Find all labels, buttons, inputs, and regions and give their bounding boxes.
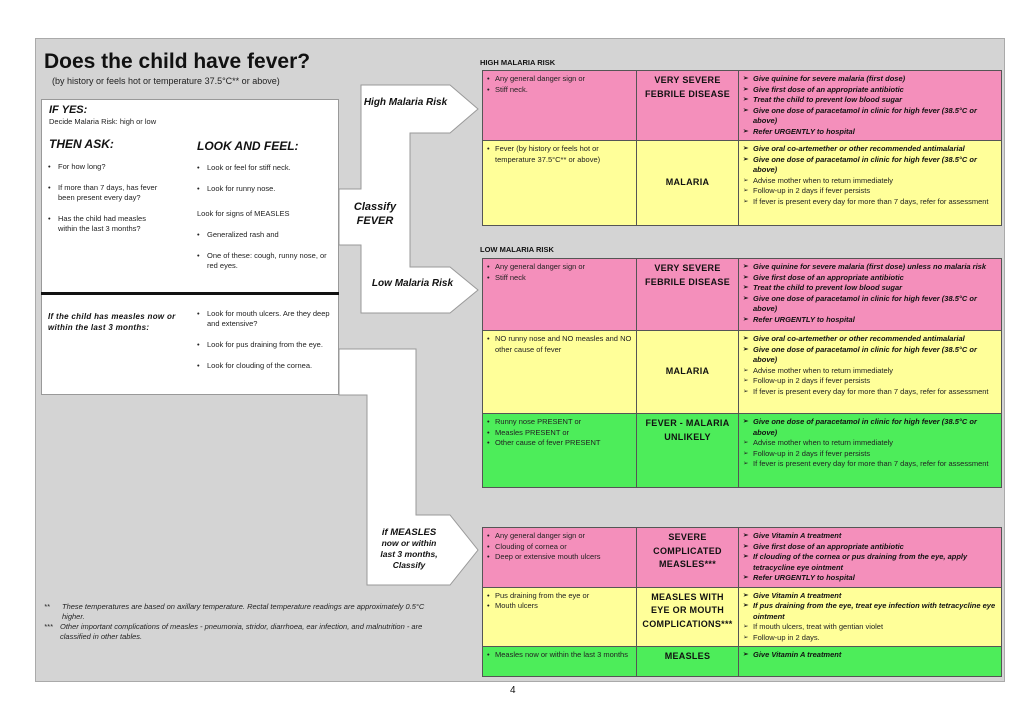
footnote [44, 602, 444, 622]
footnote [44, 622, 444, 642]
measles-look-item: • Look for clouding of the cornea. [197, 361, 332, 371]
signs-cell [483, 259, 637, 331]
treatment-item: ➢ Give one dose of paracetamol in clinic for high fever (38.5°C or above) [743, 155, 997, 176]
look-item: • Look for runny nose. [197, 184, 332, 194]
measles-arrow-label [367, 527, 451, 571]
signs-list [487, 262, 632, 283]
sign-item: • Clouding of cornea or [487, 542, 632, 553]
classification-cell: SEVERE COMPLICATED MEASLES*** [637, 528, 739, 588]
treatment-list [743, 417, 997, 470]
sign-item: • Measles PRESENT or [487, 428, 632, 439]
measles-sign-item: • One of these: cough, runny nose, or red eyes. [197, 251, 332, 271]
measles-if-heading: If the child has measles now or within the last 3 months: [48, 312, 176, 332]
footnotes [44, 602, 444, 642]
treatment-cell [739, 528, 1002, 588]
classification-row [483, 331, 1002, 414]
measles-look-item: • Look for pus draining from the eye. [197, 340, 332, 350]
footnote-text: Other important complications of measles - pneumonia, stridor, diarrhoea, ear infection, and malnutrition - are classified in other tables. [60, 622, 423, 641]
treatment-item: ➢ Give first dose of an appropriate antibiotic [743, 542, 997, 553]
treatment-item: ➢ If pus draining from the eye, treat eye infection with tetracycline eye ointment [743, 601, 997, 622]
classification-row [483, 259, 1002, 331]
sign-item: • Pus draining from the eye or [487, 591, 632, 602]
treatment-item: ➢ If fever is present every day for more than 7 days, refer for assessment [743, 459, 997, 470]
classification-cell: MEASLES [637, 647, 739, 677]
look-item: • Look or feel for stiff neck. [197, 163, 332, 173]
treatment-item: ➢ Give quinine for severe malaria (first dose) unless no malaria risk [743, 262, 997, 273]
treatment-item: ➢ Give Vitamin A treatment [743, 591, 997, 602]
signs-list [487, 144, 632, 165]
signs-cell [483, 331, 637, 414]
treatment-item: ➢ Refer URGENTLY to hospital [743, 573, 997, 584]
low-risk-table [482, 258, 1002, 488]
treatment-item: ➢ Give first dose of an appropriate antibiotic [743, 273, 997, 284]
treatment-item: ➢ If fever is present every day for more than 7 days, refer for assessment [743, 197, 997, 208]
page-number: 4 [510, 685, 516, 696]
sign-item: • Fever (by history or feels hot or temperature 37.5°C** or above) [487, 144, 632, 165]
look-feel-heading: LOOK AND FEEL: [197, 139, 299, 153]
treatment-item: ➢ Treat the child to prevent low blood sugar [743, 95, 997, 106]
sign-item: • Other cause of fever PRESENT [487, 438, 632, 449]
signs-list [487, 531, 632, 563]
classification-cell: FEVER - MALARIA UNLIKELY [637, 414, 739, 488]
treatment-list [743, 591, 997, 644]
measles-table [482, 527, 1002, 677]
treatment-item: ➢ Give oral co-artemether or other recommended antimalarial [743, 334, 997, 345]
measles-arrow-line: Classify [392, 560, 426, 570]
ask-item: • If more than 7 days, has fever been present every day? [48, 183, 163, 203]
treatment-item: ➢ Give one dose of paracetamol in clinic for high fever (38.5°C or above) [743, 417, 997, 438]
treatment-item: ➢ If clouding of the cornea or pus draining from the eye, apply tetracycline eye ointment [743, 552, 997, 573]
treatment-list [743, 74, 997, 137]
sign-item: • Stiff neck [487, 273, 632, 284]
signs-list [487, 591, 632, 612]
footnote-text: These temperatures are based on axillary temperature. Rectal temperature readings are approximately 0.5°C higher. [62, 602, 425, 621]
treatment-item: ➢ Advise mother when to return immediately [743, 176, 997, 187]
classification-cell: MEASLES WITH EYE OR MOUTH COMPLICATIONS*** [637, 587, 739, 647]
treatment-item: ➢ Give first dose of an appropriate antibiotic [743, 85, 997, 96]
treatment-cell [739, 647, 1002, 677]
classification-row [483, 71, 1002, 141]
treatment-cell [739, 414, 1002, 488]
sign-item: • Stiff neck. [487, 85, 632, 96]
treatment-item: ➢ Follow-up in 2 days if fever persists [743, 186, 997, 197]
treatment-list [743, 334, 997, 397]
treatment-cell [739, 141, 1002, 226]
sign-item: • Runny nose PRESENT or [487, 417, 632, 428]
low-risk-arrow-label: Low Malaria Risk [371, 278, 454, 289]
sign-item: • NO runny nose and NO measles and NO other cause of fever [487, 334, 632, 355]
treatment-item: ➢ Follow-up in 2 days if fever persists [743, 376, 997, 387]
sign-item: • Mouth ulcers [487, 601, 632, 612]
signs-cell [483, 528, 637, 588]
high-risk-table [482, 70, 1002, 226]
treatment-item: ➢ Refer URGENTLY to hospital [743, 315, 997, 326]
low-risk-heading: LOW MALARIA RISK [480, 245, 554, 254]
signs-cell [483, 71, 637, 141]
then-ask-heading: THEN ASK: [49, 137, 114, 151]
classify-fever-label: Classify FEVER [353, 201, 397, 227]
sign-item: • Any general danger sign or [487, 262, 632, 273]
signs-list [487, 650, 632, 661]
classification-cell: MALARIA [637, 141, 739, 226]
treatment-item: ➢ Give oral co-artemether or other recommended antimalarial [743, 144, 997, 155]
treatment-list [743, 531, 997, 584]
classification-row [483, 587, 1002, 647]
measles-arrow-line: last 3 months, [380, 549, 438, 559]
measles-look-item: • Look for mouth ulcers. Are they deep and extensive? [197, 309, 332, 329]
sign-item: • Deep or extensive mouth ulcers [487, 552, 632, 563]
treatment-cell [739, 587, 1002, 647]
sign-item: • Any general danger sign or [487, 531, 632, 542]
footnote-mark: ** [44, 602, 50, 611]
ask-item: • Has the child had measles within the last 3 months? [48, 214, 163, 234]
treatment-cell [739, 331, 1002, 414]
treatment-item: ➢ Advise mother when to return immediately [743, 366, 997, 377]
high-risk-arrow-label: High Malaria Risk [363, 97, 448, 108]
signs-cell [483, 587, 637, 647]
treatment-cell [739, 71, 1002, 141]
treatment-item: ➢ Follow-up in 2 days if fever persists [743, 449, 997, 460]
treatment-list [743, 650, 997, 661]
high-risk-heading: HIGH MALARIA RISK [480, 58, 556, 67]
treatment-list [743, 262, 997, 325]
signs-cell [483, 414, 637, 488]
signs-list [487, 74, 632, 95]
treatment-item: ➢ Give Vitamin A treatment [743, 531, 997, 542]
treatment-item: ➢ Refer URGENTLY to hospital [743, 127, 997, 138]
treatment-item: ➢ Give quinine for severe malaria (first dose) [743, 74, 997, 85]
classification-row [483, 647, 1002, 677]
treatment-item: ➢ Give one dose of paracetamol in clinic for high fever (38.5°C or above) [743, 106, 997, 127]
treatment-cell [739, 259, 1002, 331]
treatment-item: ➢ Follow-up in 2 days. [743, 633, 997, 644]
sign-item: • Any general danger sign or [487, 74, 632, 85]
treatment-list [743, 144, 997, 207]
signs-cell [483, 647, 637, 677]
treatment-item: ➢ Advise mother when to return immediately [743, 438, 997, 449]
sign-item: • Measles now or within the last 3 months [487, 650, 632, 661]
measles-arrow-line: now or within [381, 538, 437, 548]
footnote-mark: *** [44, 622, 53, 631]
measles-arrow-line: if MEASLES [381, 527, 437, 538]
classification-cell: MALARIA [637, 331, 739, 414]
classification-cell: VERY SEVERE FEBRILE DISEASE [637, 259, 739, 331]
signs-list [487, 417, 632, 449]
if-yes-heading: IF YES: [49, 104, 88, 116]
treatment-item: ➢ Give one dose of paracetamol in clinic for high fever (38.5°C or above) [743, 345, 997, 366]
measles-signs-label: Look for signs of MEASLES [197, 209, 290, 218]
classification-row [483, 141, 1002, 226]
treatment-item: ➢ Give Vitamin A treatment [743, 650, 997, 661]
measles-sign-item: • Generalized rash and [197, 230, 332, 240]
page-title: Does the child have fever? [44, 50, 311, 73]
decide-text: Decide Malaria Risk: high or low [49, 117, 157, 126]
treatment-item: ➢ If mouth ulcers, treat with gentian violet [743, 622, 997, 633]
classification-cell: VERY SEVERE FEBRILE DISEASE [637, 71, 739, 141]
classification-row [483, 528, 1002, 588]
classification-row [483, 414, 1002, 488]
treatment-item: ➢ Give one dose of paracetamol in clinic for high fever (38.5°C or above) [743, 294, 997, 315]
treatment-item: ➢ If fever is present every day for more than 7 days, refer for assessment [743, 387, 997, 398]
signs-cell [483, 141, 637, 226]
page-subtitle: (by history or feels hot or temperature 37.5°C** or above) [52, 76, 280, 86]
signs-list [487, 334, 632, 355]
ask-item: • For how long? [48, 162, 163, 172]
treatment-item: ➢ Treat the child to prevent low blood sugar [743, 283, 997, 294]
